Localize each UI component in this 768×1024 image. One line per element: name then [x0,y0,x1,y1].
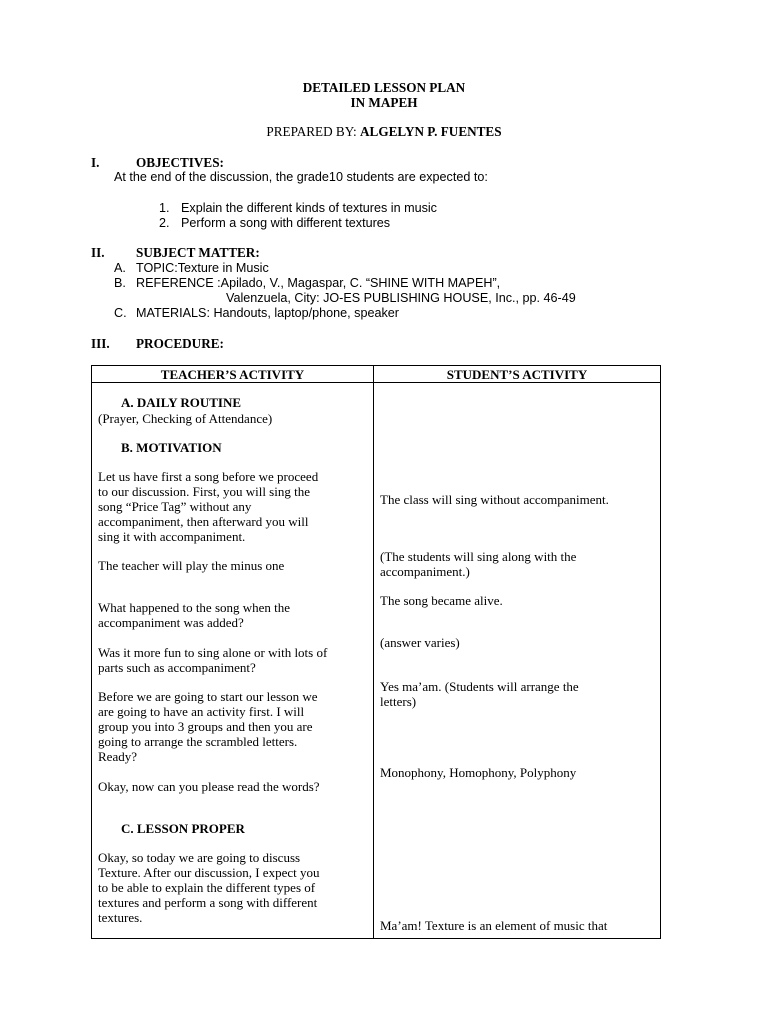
objective-item: Perform a song with different textures [181,216,391,230]
teacher-text-line: Okay, so today we are going to discuss [98,850,301,865]
teacher-text-line: textures and perform a song with different [98,895,318,910]
student-text-line: Monophony, Homophony, Polyphony [380,765,577,780]
objective-item: Explain the different kinds of textures in music [181,201,437,215]
teacher-text-line: Texture. After our discussion, I expect you [98,865,320,880]
student-text-line: The class will sing without accompaniment. [380,492,609,507]
teacher-text-line: Let us have first a song before we proceed [98,469,319,484]
subject-reference: REFERENCE :Apilado, V., Magaspar, C. “SHINE WITH MAPEH”, [136,276,501,290]
subject-materials: MATERIALS: Handouts, laptop/phone, speaker [136,306,399,320]
teacher-text-line: group you into 3 groups and then you are [98,719,313,734]
prepared-by-label: PREPARED BY: [266,124,360,139]
teacher-text-line: to our discussion. First, you will sing the [98,484,310,499]
objectives-heading: OBJECTIVES: [136,155,224,170]
objectives-number: I. [91,155,100,170]
teacher-text-line: sing it with accompaniment. [98,529,246,544]
teacher-text-line: parts such as accompaniment? [98,660,256,675]
subject-reference-cont: Valenzuela, City: JO-ES PUBLISHING HOUSE, Inc., pp. 46-49 [226,291,576,305]
objective-item-number: 2. [159,216,170,230]
table-header-divider [92,382,660,383]
subject-number: II. [91,245,105,260]
student-activity-header: STUDENT’S ACTIVITY [446,367,588,382]
document-subtitle: IN MAPEH [350,95,418,110]
lesson-proper-heading: C. LESSON PROPER [121,821,245,836]
daily-routine-heading: A. DAILY ROUTINE [121,395,242,410]
subject-b-letter: B. [114,276,126,290]
prepared-by-name: ALGELYN P. FUENTES [360,124,502,139]
student-text-line: accompaniment.) [380,564,470,579]
teacher-text-line: Okay, now can you please read the words? [98,779,320,794]
teacher-text-line: to be able to explain the different types of [98,880,316,895]
teacher-text-line: textures. [98,910,143,925]
teacher-text-line: are going to have an activity first. I will [98,704,305,719]
teacher-text-line: Ready? [98,749,137,764]
teacher-text-line: Was it more fun to sing alone or with lots of [98,645,328,660]
teacher-text-line: What happened to the song when the [98,600,291,615]
activity-table [91,365,661,939]
daily-routine-detail: (Prayer, Checking of Attendance) [98,411,273,426]
teacher-text-line: going to arrange the scrambled letters. [98,734,298,749]
student-text-line: The song became alive. [380,593,503,608]
subject-heading: SUBJECT MATTER: [136,245,260,260]
teacher-text-line: song “Price Tag” without any [98,499,252,514]
student-text-line: (answer varies) [380,635,460,650]
document-title: DETAILED LESSON PLAN [302,80,466,95]
teacher-text-line: accompaniment, then afterward you will [98,514,309,529]
motivation-heading: B. MOTIVATION [121,440,222,455]
teacher-text-line: accompaniment was added? [98,615,244,630]
student-text-line: Yes ma’am. (Students will arrange the [380,679,579,694]
teacher-text-line: The teacher will play the minus one [98,558,285,573]
subject-c-letter: C. [114,306,127,320]
teacher-text-line: Before we are going to start our lesson we [98,689,318,704]
table-column-divider [373,366,374,938]
procedure-number: III. [91,336,110,351]
subject-topic: TOPIC:Texture in Music [136,261,269,275]
student-text-line: letters) [380,694,417,709]
teacher-activity-header: TEACHER’S ACTIVITY [160,367,305,382]
objective-item-number: 1. [159,201,170,215]
student-text-line: Ma’am! Texture is an element of music that [380,918,608,933]
subject-a-letter: A. [114,261,126,275]
student-text-line: (The students will sing along with the [380,549,577,564]
procedure-heading: PROCEDURE: [136,336,224,351]
objectives-intro: At the end of the discussion, the grade10 students are expected to: [114,170,488,184]
prepared-by [0,124,768,139]
